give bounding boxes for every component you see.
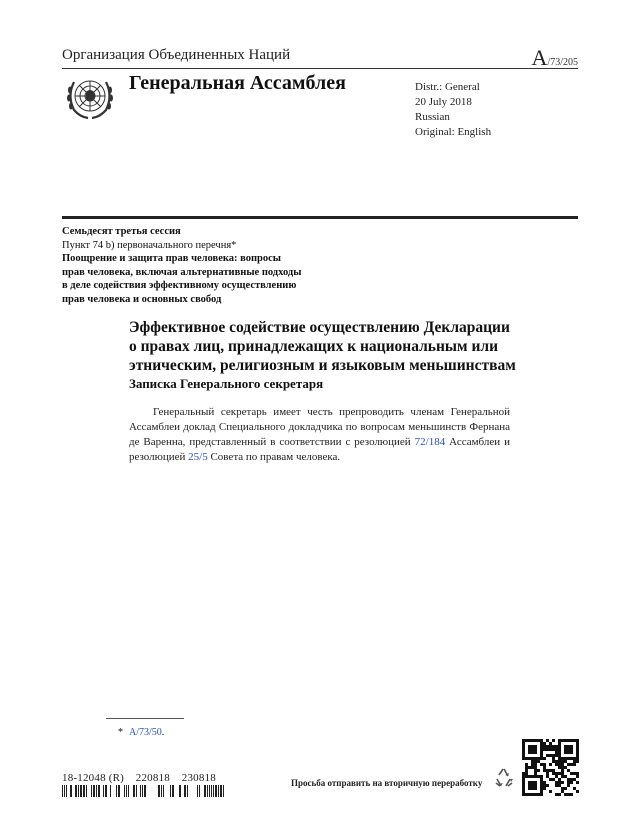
un-emblem-icon xyxy=(64,72,116,122)
paragraph-text-1: Генеральный секретарь имеет честь препроводить членам Генеральной Ассамблеи доклад Специального докладчика по вопросам меньшинств Фернана де Варенна, представленный в соответствии с резолюцией xyxy=(129,406,510,448)
document-title-line-1: Эффективное содействие осуществлению Декларации xyxy=(129,319,510,336)
session-block xyxy=(62,225,301,306)
barcode-icon xyxy=(62,785,225,797)
distr-date: 20 July 2018 xyxy=(415,96,472,108)
body-paragraph xyxy=(129,405,510,465)
document-symbol-letter: A xyxy=(531,45,548,70)
header-thick-rule xyxy=(62,216,578,219)
qr-code-icon[interactable] xyxy=(522,739,579,796)
resolution-link-25-5[interactable]: 25/5 xyxy=(188,451,208,463)
document-subtitle: Записка Генерального секретаря xyxy=(129,376,324,391)
distr-original: Original: English xyxy=(415,126,492,138)
resolution-link-72-184[interactable]: 72/184 xyxy=(414,436,446,448)
paragraph-text-3: Совета по правам человека. xyxy=(207,451,341,463)
footnote xyxy=(118,727,164,738)
distr-general: Distr.: General xyxy=(415,81,480,93)
organization-name: Организация Объединенных Наций xyxy=(62,47,291,63)
document-title-line-3: этническим, религиозным и языковым меньшинствам xyxy=(129,357,516,374)
distribution-block xyxy=(415,80,491,140)
recycle-icon xyxy=(492,766,516,790)
session-title: Семьдесят третья сессия xyxy=(62,226,181,237)
document-title xyxy=(129,318,549,375)
agenda-item: Пункт 74 b) первоначального перечня* xyxy=(62,239,237,251)
agenda-topic-line-2: прав человека, включая альтернативные подходы xyxy=(62,266,302,278)
document-title-line-2: о правах лиц, принадлежащих к национальным или xyxy=(129,338,499,355)
agenda-topic-line-1: Поощрение и защита прав человека: вопросы xyxy=(62,253,281,264)
recycle-notice: Просьба отправить на вторичную переработку xyxy=(291,778,483,788)
agenda-topic-line-3: в деле содействия эффективному осуществлению xyxy=(62,280,297,291)
footnote-rule xyxy=(106,718,184,719)
agenda-topic-line-4: прав человека и основных свобод xyxy=(62,293,222,305)
distr-language: Russian xyxy=(415,111,450,123)
paragraph-text-2: Ассамблеи и резолюцией xyxy=(129,436,510,463)
document-symbol-number: /73/205 xyxy=(547,57,578,68)
footnote-marker: * xyxy=(118,727,123,738)
header-rule xyxy=(62,68,578,69)
footnote-suffix: . xyxy=(161,727,165,738)
footnote-link[interactable]: A/73/50 xyxy=(129,727,162,738)
job-number: 18-12048 (R) 220818 230818 xyxy=(62,772,216,784)
assembly-name: Генеральная Ассамблея xyxy=(129,72,346,94)
